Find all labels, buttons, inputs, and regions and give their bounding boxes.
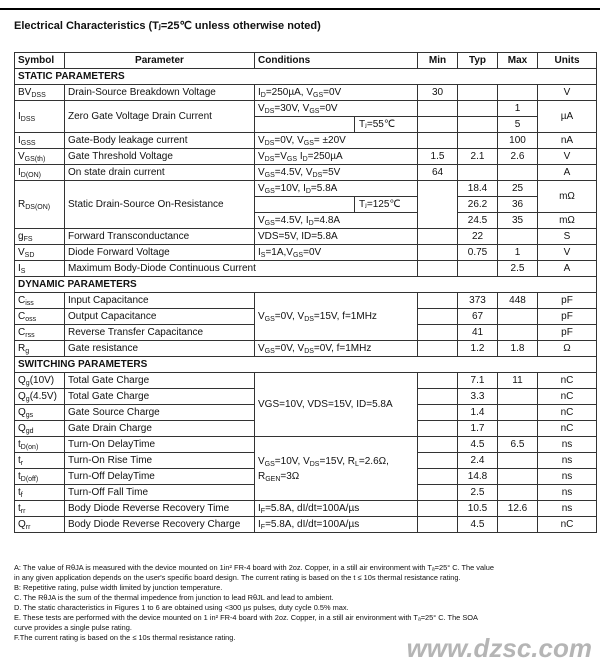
header-row	[15, 53, 597, 69]
symbol-igss: $I_{GSS}$	[15, 133, 65, 149]
param-cell: Gate-Body leakage current	[65, 133, 255, 149]
cond-cell: $I_D=250\mu A$, $V_{GS}=0V$	[255, 85, 418, 101]
symbol-bvdss: $BV_{DSS}$	[15, 85, 65, 101]
symbol-qg10: $Q_g(10V)$	[15, 373, 65, 389]
param-cell: Reverse Transfer Capacitance	[65, 325, 255, 341]
unit-cell: nA	[538, 133, 597, 149]
cond-cell: $V_{GS}=4.5V$, $I_D=4.8A$	[255, 213, 418, 229]
param-cell: Zero Gate Voltage Drain Current	[65, 101, 255, 133]
symbol-rdson: $R_{DS(ON)}$	[15, 181, 65, 229]
symbol-idon: $I_{D(ON)}$	[15, 165, 65, 181]
typ-cell: 4.5	[458, 517, 498, 533]
unit-cell: nC	[538, 373, 597, 389]
cond-cell: $V_{GS}=10V$, $I_D=5.8A$	[255, 181, 418, 197]
typ-cell: 3.3	[458, 389, 498, 405]
table-row	[15, 517, 597, 533]
table-row	[15, 101, 597, 117]
symbol-qrr: $Q_{rr}$	[15, 517, 65, 533]
cond-tj: Tⱼ=55℃	[354, 117, 417, 132]
cond-cell: $V_{GS}=0V$, $V_{DS}=15V$, f=1MHz	[255, 293, 418, 341]
param-cell: Drain-Source Breakdown Voltage	[65, 85, 255, 101]
typ-cell: 4.5	[458, 437, 498, 453]
param-cell: Total Gate Charge	[65, 373, 255, 389]
table-row	[15, 181, 597, 197]
param-cell: Input Capacitance	[65, 293, 255, 309]
footnote-line: A: The value of RθJA is measured with the device mounted on 1in² FR-4 board with 2oz. Copper, in a still air environment with Tₐ=25° C. The value	[14, 563, 494, 572]
section-dynamic: DYNAMIC PARAMETERS	[15, 277, 597, 293]
max-cell: 11	[498, 373, 538, 389]
min-cell: 64	[418, 165, 458, 181]
unit-cell: V	[538, 149, 597, 165]
max-cell: 1	[498, 245, 538, 261]
param-cell: Turn-On DelayTime	[65, 437, 255, 453]
table-row	[15, 261, 597, 277]
symbol-gfs: $g_{FS}$	[15, 229, 65, 245]
param-cell: Turn-Off DelayTime	[65, 469, 255, 485]
cond-cell: $I_F=5.8A$, dI/dt=100A/µs	[255, 517, 418, 533]
cond-cell: $V_{DS}=30V$, $V_{GS}=0V$	[255, 101, 418, 117]
table-row	[15, 165, 597, 181]
typ-cell: 67	[458, 309, 498, 325]
typ-cell: 1.4	[458, 405, 498, 421]
symbol-tr: $t_r$	[15, 453, 65, 469]
typ-cell: 2.4	[458, 453, 498, 469]
footnotes	[14, 563, 594, 643]
param-cell: Turn-Off Fall Time	[65, 485, 255, 501]
symbol-tf: $t_f$	[15, 485, 65, 501]
param-cell: Gate Drain Charge	[65, 421, 255, 437]
max-cell: 36	[498, 197, 538, 213]
footnote-line: C. The RθJA is the sum of the thermal impedence from junction to lead RθJL and lead to ambient.	[14, 593, 334, 602]
symbol-qgd: $Q_{gd}$	[15, 421, 65, 437]
cond-cell: $I_S=1A,V_{GS}=0V$	[255, 245, 418, 261]
typ-cell: 7.1	[458, 373, 498, 389]
typ-cell: 2.1	[458, 149, 498, 165]
cond-cell: $V_{GS}=0V$, $V_{DS}=0V$, f=1MHz	[255, 341, 418, 357]
cond-cell: $V_{DS}=0V$, $V_{GS}= \pm 20V$	[255, 133, 418, 149]
unit-cell: pF	[538, 293, 597, 309]
max-cell: 448	[498, 293, 538, 309]
typ-cell: 24.5	[458, 213, 498, 229]
symbol-tdon: $t_{D(on)}$	[15, 437, 65, 453]
header-max: Max	[498, 53, 538, 69]
symbol-crss: $C_{rss}$	[15, 325, 65, 341]
typ-cell: 10.5	[458, 501, 498, 517]
symbol-qgs: $Q_{gs}$	[15, 405, 65, 421]
typ-cell: 0.75	[458, 245, 498, 261]
param-cell: Gate resistance	[65, 341, 255, 357]
max-cell: 2.5	[498, 261, 538, 277]
max-cell: 12.6	[498, 501, 538, 517]
unit-cell: V	[538, 245, 597, 261]
unit-cell: mΩ	[538, 181, 597, 213]
typ-cell: 1.2	[458, 341, 498, 357]
typ-cell: 2.5	[458, 485, 498, 501]
header-typ: Typ	[458, 53, 498, 69]
cond-cell: $V_{GS}=10V$, $V_{DS}=15V$, $R_L=2.6\Omega$, $R_{GEN}=3\Omega$	[255, 437, 418, 501]
param-cell: Static Drain-Source On-Resistance	[65, 181, 255, 229]
param-cell: Diode Forward Voltage	[65, 245, 255, 261]
param-cell: On state drain current	[65, 165, 255, 181]
unit-cell: A	[538, 165, 597, 181]
header-min: Min	[418, 53, 458, 69]
footnote-line: curve provides a single pulse rating.	[14, 623, 132, 632]
footnote-line: F.The current rating is based on the ≤ 10s thermal resistance rating.	[14, 633, 236, 642]
param-cell: Output Capacitance	[65, 309, 255, 325]
typ-cell: 1.7	[458, 421, 498, 437]
symbol-tdoff: $t_{D(off)}$	[15, 469, 65, 485]
max-cell: 2.6	[498, 149, 538, 165]
symbol-vgsth: $V_{GS(th)}$	[15, 149, 65, 165]
max-cell: 5	[498, 117, 538, 133]
footnote-line: E. These tests are performed with the device mounted on 1 in² FR-4 board with 2oz. Copper, in a still air environment with Tₐ=25° C. The SOA	[14, 613, 478, 622]
table-row	[15, 85, 597, 101]
cond-cell: VDS=5V, ID=5.8A	[255, 229, 418, 245]
top-rule	[0, 8, 600, 10]
symbol-qg45: $Q_g(4.5V)$	[15, 389, 65, 405]
max-cell: 35	[498, 213, 538, 229]
max-cell: 6.5	[498, 437, 538, 453]
table-row	[15, 341, 597, 357]
param-cell: Total Gate Charge	[65, 389, 255, 405]
typ-cell: 41	[458, 325, 498, 341]
table-row	[15, 437, 597, 453]
header-conditions: Conditions	[255, 53, 418, 69]
param-cell: Body Diode Reverse Recovery Charge	[65, 517, 255, 533]
unit-cell: ns	[538, 485, 597, 501]
characteristics-table	[14, 52, 597, 533]
header-parameter: Parameter	[65, 53, 255, 69]
typ-cell: 22	[458, 229, 498, 245]
unit-cell: ns	[538, 469, 597, 485]
unit-cell: mΩ	[538, 213, 597, 229]
param-cell: Turn-On Rise Time	[65, 453, 255, 469]
unit-cell: S	[538, 229, 597, 245]
unit-cell: pF	[538, 309, 597, 325]
typ-cell: 26.2	[458, 197, 498, 213]
unit-cell: ns	[538, 501, 597, 517]
table-row	[15, 373, 597, 389]
unit-cell: A	[538, 261, 597, 277]
footnote-line: D. The static characteristics in Figures 1 to 6 are obtained using <300 µs pulses, duty cycle 0.5% max.	[14, 603, 349, 612]
table-row	[15, 293, 597, 309]
header-symbol: Symbol	[15, 53, 65, 69]
symbol-coss: $C_{oss}$	[15, 309, 65, 325]
cond-cell: $V_{DS}=V_{GS}$ $I_D=250\mu A$	[255, 149, 418, 165]
cond-tj: Tⱼ=125℃	[354, 197, 417, 212]
min-cell: 1.5	[418, 149, 458, 165]
symbol-is: $I_S$	[15, 261, 65, 277]
max-cell: 1.8	[498, 341, 538, 357]
param-cell: Gate Source Charge	[65, 405, 255, 421]
table-row	[15, 149, 597, 165]
cond-cell: $V_{GS}=4.5V$, $V_{DS}=5V$	[255, 165, 418, 181]
cond-cell: $I_F=5.8A$, dI/dt=100A/µs	[255, 501, 418, 517]
symbol-vsd: $V_{SD}$	[15, 245, 65, 261]
param-cell: Gate Threshold Voltage	[65, 149, 255, 165]
typ-cell: 14.8	[458, 469, 498, 485]
unit-cell: nC	[538, 421, 597, 437]
max-cell: 25	[498, 181, 538, 197]
symbol-idss: $I_{DSS}$	[15, 101, 65, 133]
table-row	[15, 245, 597, 261]
unit-cell: nC	[538, 405, 597, 421]
max-cell: 1	[498, 101, 538, 117]
unit-cell: ns	[538, 453, 597, 469]
table-row	[15, 133, 597, 149]
symbol-ciss: $C_{iss}$	[15, 293, 65, 309]
footnote-line: in any given application depends on the user's specific board design. The current rating is based on the t ≤ 10s thermal resistance rating.	[14, 573, 461, 582]
typ-cell: 18.4	[458, 181, 498, 197]
cond-cell: VGS=10V, VDS=15V, ID=5.8A	[255, 373, 418, 437]
max-cell: 100	[498, 133, 538, 149]
section-static: STATIC PARAMETERS	[15, 69, 597, 85]
unit-cell: nC	[538, 517, 597, 533]
table-row	[15, 229, 597, 245]
section-switching: SWITCHING PARAMETERS	[15, 357, 597, 373]
unit-cell: µA	[538, 101, 597, 133]
param-cell: Forward Transconductance	[65, 229, 255, 245]
unit-cell: pF	[538, 325, 597, 341]
min-cell: 30	[418, 85, 458, 101]
param-cell: Maximum Body-Diode Continuous Current	[65, 261, 418, 277]
symbol-trr: $t_{rr}$	[15, 501, 65, 517]
typ-cell: 373	[458, 293, 498, 309]
table-row	[15, 501, 597, 517]
site-watermark: www.dzsc.com	[406, 633, 592, 663]
unit-cell: Ω	[538, 341, 597, 357]
unit-cell: V	[538, 85, 597, 101]
unit-cell: nC	[538, 389, 597, 405]
footnote-line: B: Repetitive rating, pulse width limited by junction temperature.	[14, 583, 223, 592]
param-cell: Body Diode Reverse Recovery Time	[65, 501, 255, 517]
symbol-rg: $R_g$	[15, 341, 65, 357]
page-title: Electrical Characteristics (Tⱼ=25℃ unless otherwise noted)	[14, 20, 321, 32]
header-units: Units	[538, 53, 597, 69]
unit-cell: ns	[538, 437, 597, 453]
